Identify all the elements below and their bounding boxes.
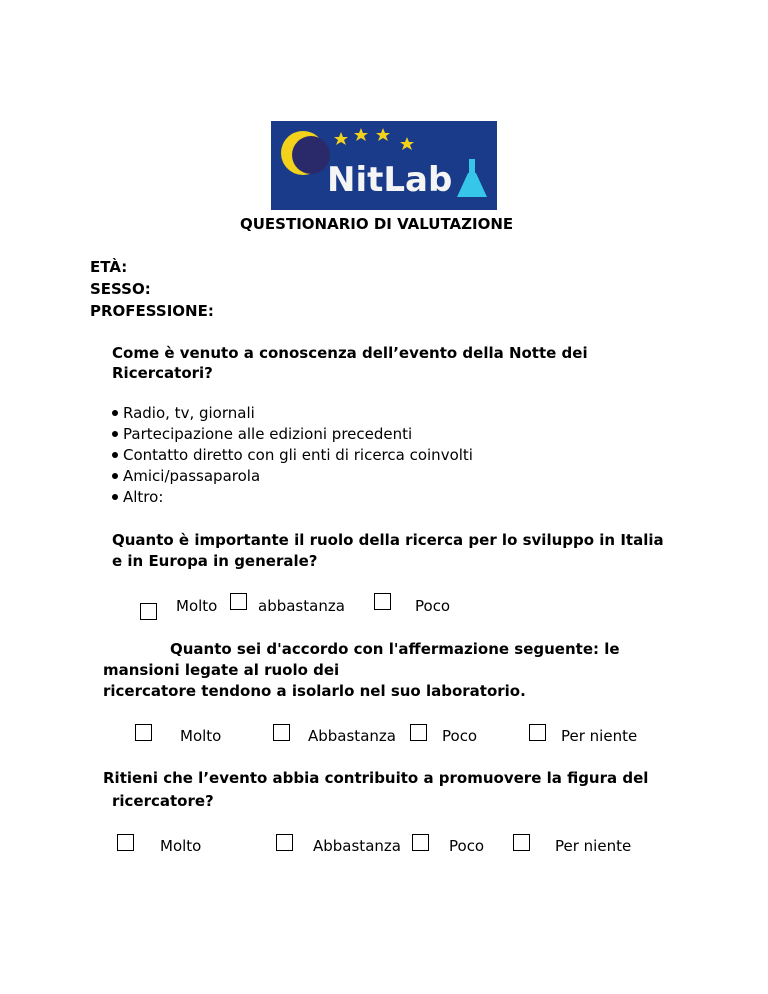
bullet-icon [112, 431, 118, 437]
field-profession: PROFESSIONE: [90, 302, 214, 320]
q3-checkbox-abbastanza[interactable] [273, 724, 290, 741]
q4-checkbox-abbastanza[interactable] [276, 834, 293, 851]
q1-option-label: Radio, tv, giornali [123, 404, 255, 422]
q2-checkbox-molto[interactable] [140, 603, 157, 620]
nitlab-logo [271, 121, 497, 210]
q4-line-2: ricercatore? [112, 792, 214, 810]
q4-option-per-niente: Per niente [555, 837, 632, 855]
field-age: ETÀ: [90, 258, 128, 276]
q4-checkbox-poco[interactable] [412, 834, 429, 851]
q1-option[interactable] [112, 467, 260, 485]
q4-checkbox-per-niente[interactable] [513, 834, 530, 851]
q3-checkbox-poco[interactable] [410, 724, 427, 741]
q3-option-molto: Molto [180, 727, 222, 745]
q1-option[interactable] [112, 425, 412, 443]
q3-line-3: ricercatore tendono a isolarlo nel suo laboratorio. [103, 682, 526, 700]
field-sex: SESSO: [90, 280, 151, 298]
q4-line-1: Ritieni che l’evento abbia contribuito a promuovere la figura del [103, 769, 649, 787]
q1-option[interactable] [112, 488, 163, 506]
q1-option[interactable] [112, 404, 255, 422]
bullet-icon [112, 494, 118, 500]
q2-line-1: Quanto è importante il ruolo della ricerca per lo sviluppo in Italia [112, 531, 664, 549]
q3-line-2: mansioni legate al ruolo dei [103, 661, 340, 679]
q3-option-poco: Poco [442, 727, 478, 745]
q3-line-1: Quanto sei d'accordo con l'affermazione seguente: le [170, 640, 620, 658]
q4-option-abbastanza: Abbastanza [313, 837, 401, 855]
q1-option-label: Altro: [123, 488, 164, 506]
bullet-icon [112, 410, 118, 416]
q1-option[interactable] [112, 446, 473, 464]
q2-option-poco: Poco [415, 597, 451, 615]
q1-option-label: Amici/passaparola [123, 467, 261, 485]
q2-option-molto: Molto [176, 597, 218, 615]
q3-option-abbastanza: Abbastanza [308, 727, 396, 745]
q2-line-2: e in Europa in generale? [112, 552, 318, 570]
q1-option-label: Contatto diretto con gli enti di ricerca coinvolti [123, 446, 473, 464]
bullet-icon [112, 452, 118, 458]
q3-option-per-niente: Per niente [561, 727, 638, 745]
logo-text: NitLab [327, 160, 453, 200]
q1-line-1: Come è venuto a conoscenza dell’evento della Notte dei [112, 344, 588, 362]
q3-checkbox-molto[interactable] [135, 724, 152, 741]
q3-checkbox-per-niente[interactable] [529, 724, 546, 741]
page-title: QUESTIONARIO DI VALUTAZIONE [240, 215, 514, 233]
q4-option-poco: Poco [449, 837, 485, 855]
q2-option-abbastanza: abbastanza [258, 597, 345, 615]
q2-checkbox-abbastanza[interactable] [230, 593, 247, 610]
q4-checkbox-molto[interactable] [117, 834, 134, 851]
q2-checkbox-poco[interactable] [374, 593, 391, 610]
q1-line-2: Ricercatori? [112, 364, 213, 382]
bullet-icon [112, 473, 118, 479]
q1-option-label: Partecipazione alle edizioni precedenti [123, 425, 413, 443]
q4-option-molto: Molto [160, 837, 202, 855]
logo-graphic [271, 121, 497, 210]
